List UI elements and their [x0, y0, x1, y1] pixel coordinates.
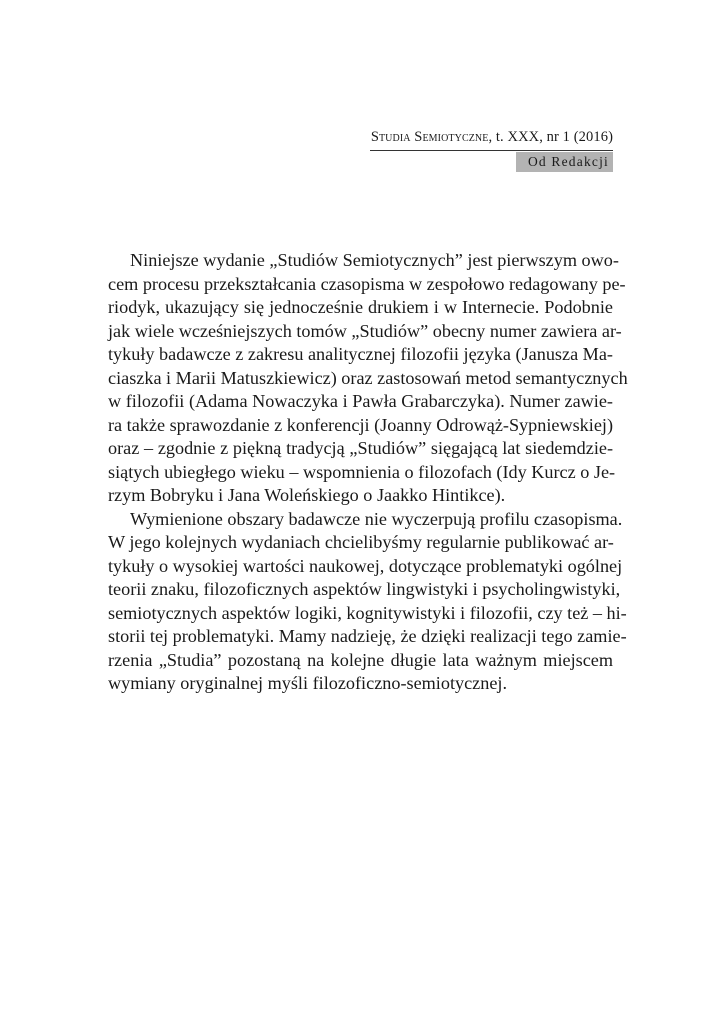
- text-line: jak wiele wcześniejszych tomów „Studiów” obecny numer zawiera ar-: [108, 320, 622, 341]
- text-line: tykuły badawcze z zakresu analitycznej filozofii języka (Janusza Ma-: [108, 344, 613, 364]
- text-line: oraz – zgodnie z piękną tradycją „Studiów” sięgającą lat siedemdzie-: [108, 438, 613, 458]
- text-line: W jego kolejnych wydaniach chcielibyśmy regularnie publikować ar-: [108, 532, 614, 552]
- text-line: wymiany oryginalnej myśli filozoficzno-semiotycznej.: [108, 673, 508, 693]
- paragraph-1: [108, 249, 628, 508]
- text-line: Niniejsze wydanie „Studiów Semiotycznych” jest pierwszym owo-: [130, 250, 619, 270]
- text-line: w filozofii (Adama Nowaczyka i Pawła Grabarczyka). Numer zawie-: [108, 391, 613, 411]
- editorial-text: [108, 249, 628, 696]
- text-line: teorii znaku, filozoficznych aspektów lingwistyki i psycholingwistyki,: [108, 579, 621, 599]
- text-line: tykuły o wysokiej wartości naukowej, dotyczące problematyki ogólnej: [108, 555, 623, 576]
- running-head: [370, 128, 613, 146]
- journal-name: Studia Semiotyczne: [370, 129, 489, 145]
- text-line: rzym Bobryku i Jana Woleńskiego o Jaakko Hintikce).: [108, 485, 506, 505]
- section-label: Od Redakcji: [516, 152, 613, 172]
- text-line: siątych ubiegłego wieku – wspomnienia o filozofach (Idy Kurcz o Je-: [108, 461, 616, 482]
- paragraph-2: [108, 508, 627, 696]
- text-line: semiotycznych aspektów logiki, kognitywistyki i filozofii, czy też – hi-: [108, 602, 627, 623]
- header-rule: [370, 150, 613, 151]
- text-line: storii tej problematyki. Mamy nadzieję, że dzięki realizacji tego zamie-: [108, 626, 627, 646]
- text-line: Wymienione obszary badawcze nie wyczerpują profilu czasopisma.: [130, 508, 623, 529]
- text-line: riodyk, ukazujący się jednocześnie drukiem i w Internecie. Podobnie: [108, 297, 613, 317]
- text-line: cem procesu przekształcania czasopisma w zespołowo redagowany pe-: [108, 273, 626, 294]
- text-line: rzenia „Studia” pozostaną na kolejne długie lata ważnym miejscem: [108, 649, 613, 670]
- text-line: ra także sprawozdanie z konferencji (Joanny Odrowąż-Sypniewskiej): [108, 414, 614, 435]
- text-line: ciaszka i Marii Matuszkiewicz) oraz zastosowań metod semantycznych: [108, 367, 628, 388]
- issue-info: , t. XXX, nr 1 (2016): [488, 129, 613, 145]
